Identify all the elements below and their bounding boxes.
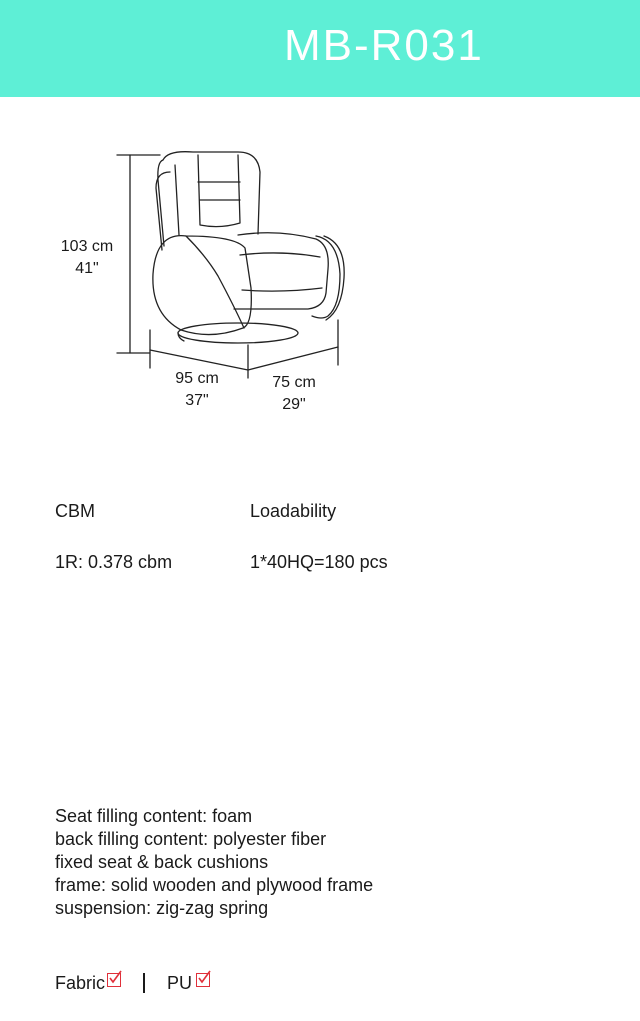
checkmark-icon	[107, 970, 123, 986]
cbm-value: 1R: 0.378 cbm	[55, 552, 173, 572]
material-line: fixed seat & back cushions	[55, 852, 269, 872]
loadability-value: 1*40HQ=180 pcs	[250, 552, 388, 572]
depth-in: 29"	[282, 396, 306, 413]
width-dimension	[164, 368, 230, 412]
height-dimension	[50, 236, 124, 280]
option-divider	[143, 973, 145, 993]
depth-dimension	[262, 372, 326, 416]
pu-label: PU	[167, 973, 193, 993]
width-in: 37"	[185, 392, 209, 409]
material-line: suspension: zig-zag spring	[55, 898, 269, 918]
materials-list	[55, 805, 373, 920]
height-cm: 103 cm	[60, 238, 114, 255]
model-title: MB-R031	[284, 21, 484, 70]
material-line: frame: solid wooden and plywood frame	[55, 875, 374, 895]
depth-cm: 75 cm	[272, 374, 316, 391]
checkmark-icon	[196, 970, 212, 986]
upholstery-options	[55, 970, 210, 996]
material-line: Seat filling content: foam	[55, 806, 253, 826]
header-banner	[0, 0, 640, 97]
height-in: 41"	[75, 260, 99, 277]
material-line: back filling content: polyester fiber	[55, 829, 327, 849]
width-cm: 95 cm	[175, 370, 219, 387]
cbm-heading: CBM	[55, 501, 95, 521]
fabric-label: Fabric	[55, 973, 106, 993]
loadability-heading: Loadability	[250, 501, 337, 521]
fabric-checkbox[interactable]	[107, 973, 121, 987]
pu-checkbox[interactable]	[196, 973, 210, 987]
